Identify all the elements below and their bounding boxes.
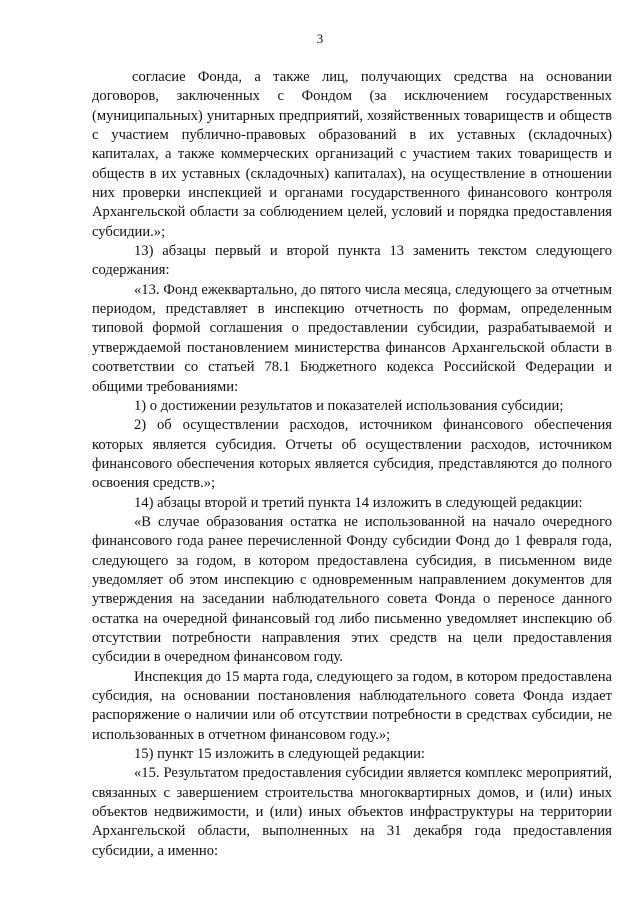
paragraph-remaining-balance: «В случае образования остатка не использованной на начало очередного финансового года ранее перечисленной Фонду субсидии Фонд до 1 февраля года, следующего за годом, в котором предоставлена субсидия, в письменном виде уведомляет об этом инспекцию с одновременным направлением документов для утверждения на заседании наблюдательного совета Фонда о переносе данного остатка на очередной финансовый год либо письменно уведомляет инспекцию об отсутствии потребности направления этих средств на цели предоставления субсидии в очередном финансовом году. [92, 513, 612, 666]
paragraph-requirement-2: 2) об осуществлении расходов, источником финансового обеспечения которых является субсидия. Отчеты об осуществлении расходов, источником финансового обеспечения которых является субсидия, представляются до полного освоения средств.»; [92, 417, 612, 492]
paragraph-amendment-13: 13) абзацы первый и второй пункта 13 заменить текстом следующего содержания: [92, 243, 612, 279]
document-body [92, 68, 612, 861]
paragraph-amendment-14: 14) абзацы второй и третий пункта 14 изложить в следующей редакции: [134, 494, 583, 511]
paragraph-requirement-1: 1) о достижении результатов и показателей использования субсидии; [134, 397, 564, 414]
paragraph-consent-clause: согласие Фонда, а также лиц, получающих средства на основании договоров, заключенных с Фондом (за исключением государственных (муниципальных) унитарных предприятий, хозяйственных товариществ и обществ с участием публично-правовых образований в их уставных (складочных) капиталах, а также коммерческих организаций с участием таких товариществ и обществ в их уставных (складочных) капиталах), на осуществление в отношении них проверки инспекцией и органами государственного финансового контроля Архангельской области за соблюдением целей, условий и порядка предоставления субсидии.»; [92, 69, 612, 240]
page-number: 3 [316, 31, 324, 46]
paragraph-item-15-result: «15. Результатом предоставления субсидии является комплекс мероприятий, связанных с завершением строительства многоквартирных домов, и (или) иных объектов недвижимости, и (или) иных объектов инфраструктуры на территории Архангельской области, выполненных на 31 декабря года предоставления субсидии, а именно: [92, 765, 612, 859]
paragraph-inspection-deadline: Инспекция до 15 марта года, следующего за годом, в котором предоставлена субсидия, на основании постановления наблюдательного совета Фонда издает распоряжение о наличии или об отсутствии потребности в средствах субсидии, не использованных в отчетном финансовом году.»; [92, 668, 612, 743]
paragraph-item-13-text: «13. Фонд ежеквартально, до пятого числа месяца, следующего за отчетным периодом, представляет в инспекцию отчетность по формам, определенным типовой формой соглашения о предоставлении субсидии, разрабатываемой и утверждаемой постановлением министерства финансов Архангельской области в соответствии со статьей 78.1 Бюджетного кодекса Российской Федерации и общими требованиями: [92, 281, 612, 395]
paragraph-amendment-15: 15) пункт 15 изложить в следующей редакции: [134, 746, 425, 763]
